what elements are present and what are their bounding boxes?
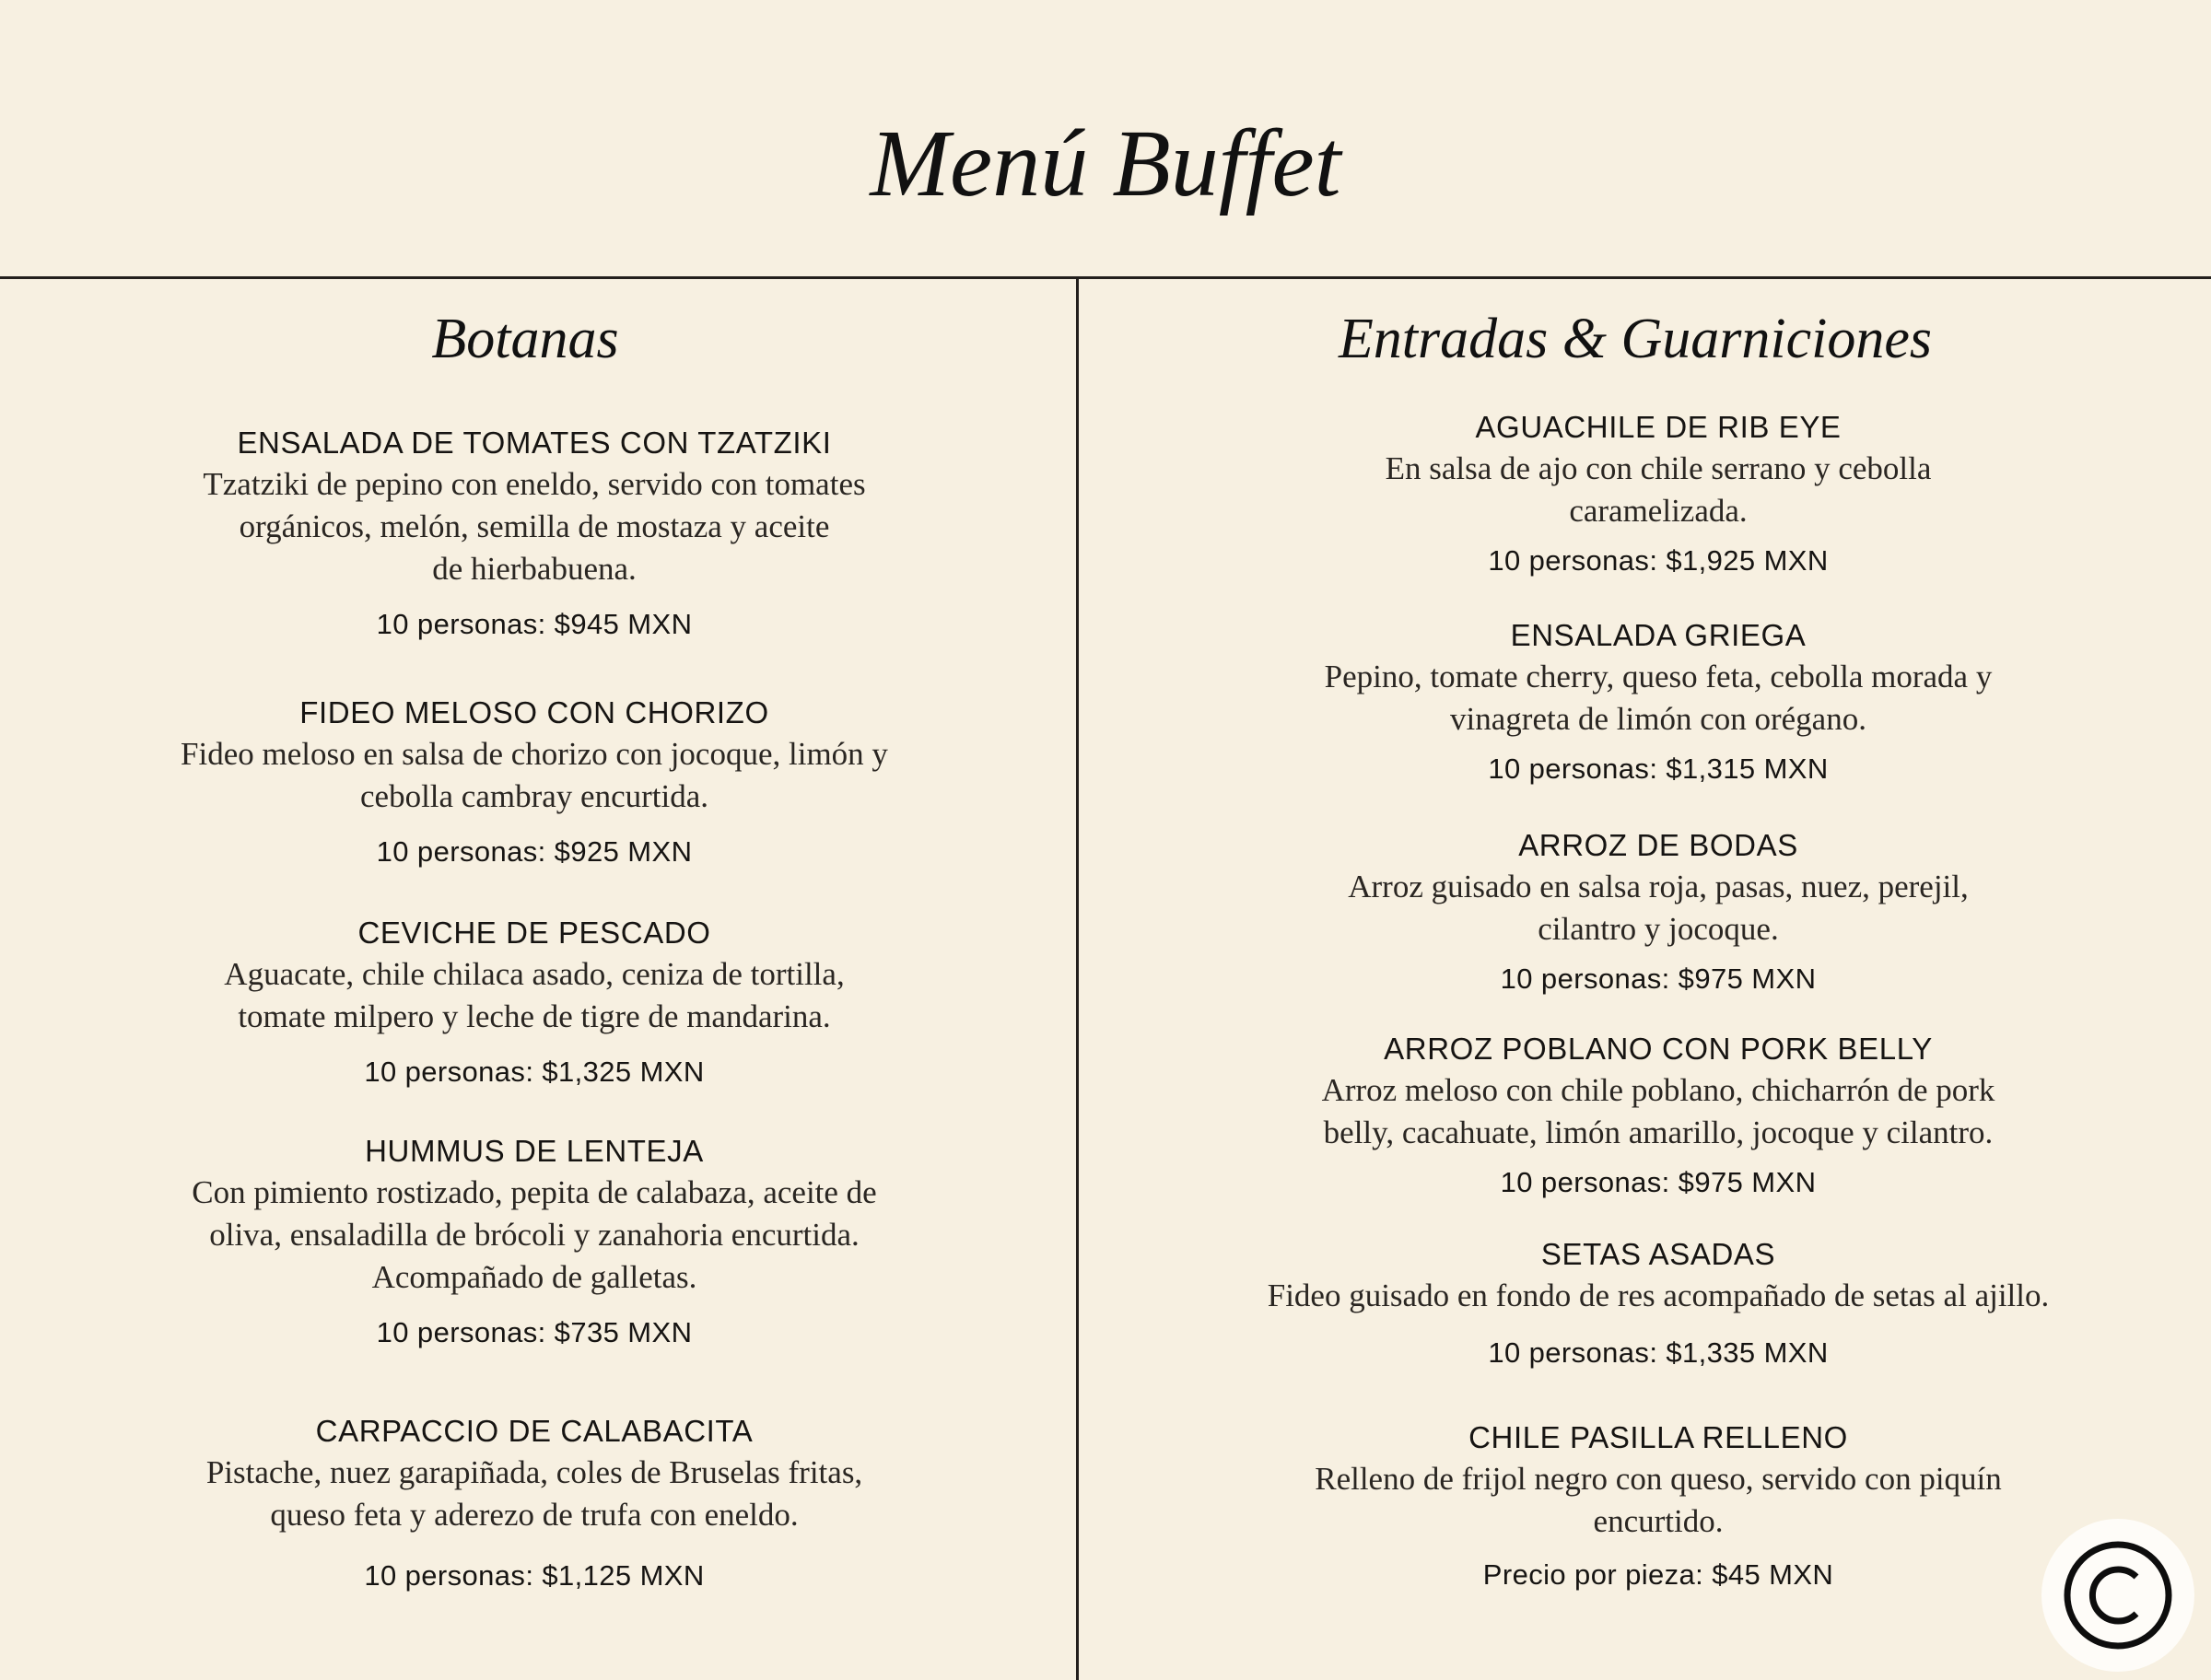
- item-description-line: Con pimiento rostizado, pepita de calabaza, aceite de: [192, 1174, 877, 1210]
- item-name: ARROZ DE BODAS: [1518, 828, 1798, 862]
- item-description-line: vinagreta de limón con orégano.: [1450, 701, 1866, 737]
- menu-item: [1198, 1236, 2119, 1371]
- item-description-line: de hierbabuena.: [432, 551, 637, 587]
- item-description-line: cebolla cambray encurtida.: [360, 778, 708, 814]
- item-price: 10 personas: $945 MXN: [376, 608, 693, 640]
- item-description-line: caramelizada.: [1569, 493, 1748, 529]
- item-price: 10 personas: $1,325 MXN: [364, 1056, 705, 1088]
- item-description-line: Pepino, tomate cherry, queso feta, cebolla morada y: [1324, 659, 1993, 694]
- item-name: ENSALADA DE TOMATES CON TZATZIKI: [237, 426, 832, 460]
- item-description: [1198, 1069, 2119, 1154]
- item-description: [111, 1452, 958, 1536]
- item-price: 10 personas: $1,925 MXN: [1488, 544, 1829, 577]
- item-description: [111, 733, 958, 818]
- menu-item: [111, 694, 958, 869]
- item-price: 10 personas: $975 MXN: [1500, 962, 1817, 995]
- item-description: [111, 953, 958, 1038]
- item-price: 10 personas: $735 MXN: [376, 1316, 693, 1348]
- section-heading-botanas: Botanas: [431, 308, 619, 370]
- menu-item: [1198, 1419, 2119, 1592]
- item-name: ARROZ POBLANO CON PORK BELLY: [1384, 1032, 1933, 1066]
- item-description: [1198, 1275, 2119, 1317]
- menu-item: [111, 915, 958, 1090]
- item-name: FIDEO MELOSO CON CHORIZO: [299, 695, 769, 729]
- item-name: SETAS ASADAS: [1540, 1237, 1776, 1271]
- item-price: 10 personas: $1,315 MXN: [1488, 752, 1829, 785]
- menu-item: [1198, 827, 2119, 997]
- item-description-line: encurtido.: [1593, 1503, 1724, 1539]
- copyright-logo-badge: [2041, 1519, 2194, 1672]
- page-title: Menú Buffet: [870, 111, 1341, 216]
- menu-item: [111, 425, 958, 642]
- item-name: CHILE PASILLA RELLENO: [1468, 1420, 1848, 1454]
- item-price: 10 personas: $1,335 MXN: [1488, 1336, 1829, 1369]
- item-description: [1198, 656, 2119, 741]
- item-price: 10 personas: $975 MXN: [1500, 1166, 1817, 1198]
- item-name: CARPACCIO DE CALABACITA: [315, 1414, 754, 1448]
- item-description-line: En salsa de ajo con chile serrano y cebolla: [1385, 450, 1932, 486]
- item-description-line: Acompañado de galletas.: [371, 1259, 697, 1295]
- item-description: [1198, 448, 2119, 532]
- item-description-line: Arroz meloso con chile poblano, chicharrón de pork: [1321, 1072, 1995, 1108]
- item-description-line: belly, cacahuate, limón amarillo, jocoque y cilantro.: [1323, 1114, 1994, 1150]
- item-description-line: Aguacate, chile chilaca asado, ceniza de tortilla,: [224, 956, 845, 992]
- item-description-line: Fideo meloso en salsa de chorizo con jocoque, limón y: [181, 736, 888, 772]
- item-description: [1198, 1458, 2119, 1543]
- item-name: AGUACHILE DE RIB EYE: [1475, 410, 1842, 444]
- item-name: ENSALADA GRIEGA: [1510, 618, 1807, 652]
- item-price: Precio por pieza: $45 MXN: [1482, 1558, 1834, 1591]
- item-description-line: oliva, ensaladilla de brócoli y zanahoria encurtida.: [209, 1217, 860, 1253]
- menu-item: [1198, 1031, 2119, 1200]
- menu-item: [1198, 409, 2119, 578]
- item-description: [1198, 866, 2119, 951]
- item-description-line: orgánicos, melón, semilla de mostaza y aceite: [239, 508, 830, 544]
- item-description: [111, 463, 958, 590]
- item-price: 10 personas: $925 MXN: [376, 835, 693, 868]
- item-description-line: Tzatziki de pepino con eneldo, servido con tomates: [203, 466, 866, 502]
- menu-item: [1198, 617, 2119, 787]
- vertical-divider: [1076, 276, 1079, 1680]
- item-name: CEVICHE DE PESCADO: [357, 916, 711, 950]
- section-heading-entradas-guarniciones: Entradas & Guarniciones: [1338, 308, 1933, 370]
- menu-item: [111, 1133, 958, 1350]
- item-description-line: queso feta y aderezo de trufa con eneldo.: [270, 1497, 799, 1533]
- item-description-line: tomate milpero y leche de tigre de mandarina.: [238, 998, 831, 1034]
- item-description-line: Pistache, nuez garapiñada, coles de Bruselas fritas,: [205, 1454, 863, 1490]
- item-description-line: Fideo guisado en fondo de res acompañado de setas al ajillo.: [1267, 1278, 2050, 1313]
- item-name: HUMMUS DE LENTEJA: [365, 1134, 704, 1168]
- item-price: 10 personas: $1,125 MXN: [364, 1559, 705, 1592]
- menu-item: [111, 1413, 958, 1593]
- item-description-line: Relleno de frijol negro con queso, servido con piquín: [1315, 1461, 2002, 1497]
- item-description-line: Arroz guisado en salsa roja, pasas, nuez, perejil,: [1348, 869, 1969, 904]
- copyright-icon: [2063, 1540, 2173, 1651]
- horizontal-divider: [0, 276, 2211, 279]
- item-description: [111, 1172, 958, 1299]
- item-description-line: cilantro y jocoque.: [1538, 911, 1779, 947]
